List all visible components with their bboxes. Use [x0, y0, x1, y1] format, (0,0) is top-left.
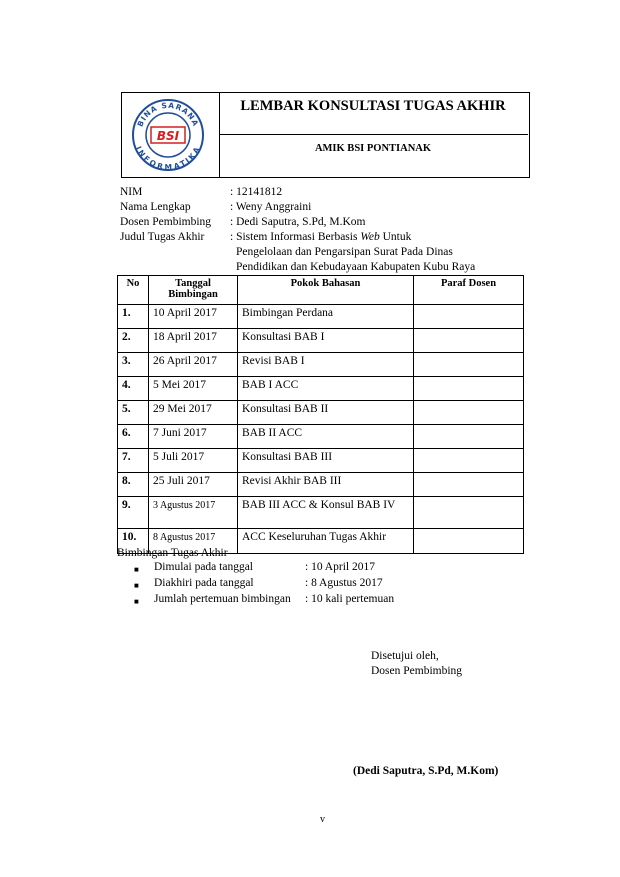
advisor-signature-name: (Dedi Saputra, S.Pd, M.Kom) [353, 765, 499, 777]
row-no: 6. [118, 425, 149, 449]
summary-end-value: : 8 Agustus 2017 [305, 577, 383, 589]
row-no: 9. [118, 497, 149, 529]
table-row [118, 305, 524, 329]
consultation-table [117, 275, 524, 554]
name-value: : Weny Anggraini [230, 201, 312, 213]
row-no: 4. [118, 377, 149, 401]
row-topic: Bimbingan Perdana [238, 305, 414, 329]
approval-line-1: Disetujui oleh, [371, 650, 439, 662]
row-topic: Revisi BAB I [238, 353, 414, 377]
table-row [118, 497, 524, 529]
row-date: 25 Juli 2017 [149, 473, 238, 497]
row-topic: Konsultasi BAB I [238, 329, 414, 353]
nim-value: : 12141812 [230, 186, 283, 198]
summary-heading: Bimbingan Tugas Akhir [117, 547, 228, 559]
row-no: 5. [118, 401, 149, 425]
row-topic: BAB I ACC [238, 377, 414, 401]
row-signature [414, 473, 524, 497]
row-signature [414, 425, 524, 449]
logo-ring-bottom-text: INFORMATIKA [133, 144, 202, 172]
row-signature [414, 401, 524, 425]
row-date: 29 Mei 2017 [149, 401, 238, 425]
logo-ring-top-text: BINA SARANA [135, 100, 201, 129]
row-topic: BAB II ACC [238, 425, 414, 449]
row-date: 5 Mei 2017 [149, 377, 238, 401]
svg-text:INFORMATIKA [134, 145, 202, 172]
summary-count-value: : 10 kali pertemuan [305, 593, 395, 605]
row-signature [414, 329, 524, 353]
advisor-value: : Dedi Saputra, S.Pd, M.Kom [230, 216, 366, 228]
row-date: 8 Agustus 2017 [149, 529, 238, 554]
header-topic: Pokok Bahasan [238, 276, 414, 305]
bullet-icon: ■ [134, 597, 139, 606]
header-divider-horizontal [219, 134, 528, 135]
bullet-icon: ■ [134, 565, 139, 574]
table-row [118, 449, 524, 473]
row-signature [414, 449, 524, 473]
page-number: v [320, 814, 325, 825]
row-topic: ACC Keseluruhan Tugas Akhir [238, 529, 414, 554]
row-no: 2. [118, 329, 149, 353]
logo-monogram: BSI [156, 129, 180, 143]
summary-start-label: Dimulai pada tanggal [154, 561, 253, 573]
row-no: 1. [118, 305, 149, 329]
row-no: 10. [118, 529, 149, 554]
row-no: 7. [118, 449, 149, 473]
row-no: 3. [118, 353, 149, 377]
header-date: Tanggal Bimbingan [149, 276, 238, 305]
row-date: 7 Juni 2017 [149, 425, 238, 449]
document-title: LEMBAR KONSULTASI TUGAS AKHIR [240, 98, 506, 114]
row-date: 10 April 2017 [149, 305, 238, 329]
row-topic: Konsultasi BAB II [238, 401, 414, 425]
table-row [118, 377, 524, 401]
thesis-title-label: Judul Tugas Akhir [120, 231, 205, 243]
table-row [118, 329, 524, 353]
summary-count-label: Jumlah pertemuan bimbingan [154, 593, 291, 605]
row-date: 26 April 2017 [149, 353, 238, 377]
row-date: 3 Agustus 2017 [149, 497, 238, 529]
advisor-label: Dosen Pembimbing [120, 216, 212, 228]
row-signature [414, 353, 524, 377]
approval-line-2: Dosen Pembimbing [371, 665, 463, 677]
row-signature [414, 377, 524, 401]
row-topic: Revisi Akhir BAB III [238, 473, 414, 497]
bsi-logo [131, 98, 205, 172]
table-row [118, 353, 524, 377]
thesis-title-line-2: Pengelolaan dan Pengarsipan Surat Pada Dinas [236, 246, 453, 258]
thesis-title-value: : Sistem Informasi Berbasis Web Untuk [230, 231, 412, 243]
name-label: Nama Lengkap [120, 201, 191, 213]
row-no: 8. [118, 473, 149, 497]
header-signature: Paraf Dosen [414, 276, 524, 305]
row-signature [414, 497, 524, 529]
bullet-icon: ■ [134, 581, 139, 590]
table-row [118, 401, 524, 425]
row-date: 5 Juli 2017 [149, 449, 238, 473]
row-signature [414, 305, 524, 329]
header-no: No [118, 276, 149, 305]
row-topic: BAB III ACC & Konsul BAB IV [238, 497, 414, 529]
table-header-row [118, 276, 524, 305]
table-row [118, 473, 524, 497]
row-signature [414, 529, 524, 554]
row-date: 18 April 2017 [149, 329, 238, 353]
row-topic: Konsultasi BAB III [238, 449, 414, 473]
summary-end-label: Diakhiri pada tanggal [154, 577, 254, 589]
nim-label: NIM [120, 186, 143, 198]
thesis-title-line-3: Pendidikan dan Kebudayaan Kabupaten Kubu Raya [236, 261, 476, 273]
summary-start-value: : 10 April 2017 [305, 561, 375, 573]
svg-text:BINA SARANA [135, 101, 200, 128]
institution-name: AMIK BSI PONTIANAK [314, 143, 432, 154]
table-row [118, 425, 524, 449]
